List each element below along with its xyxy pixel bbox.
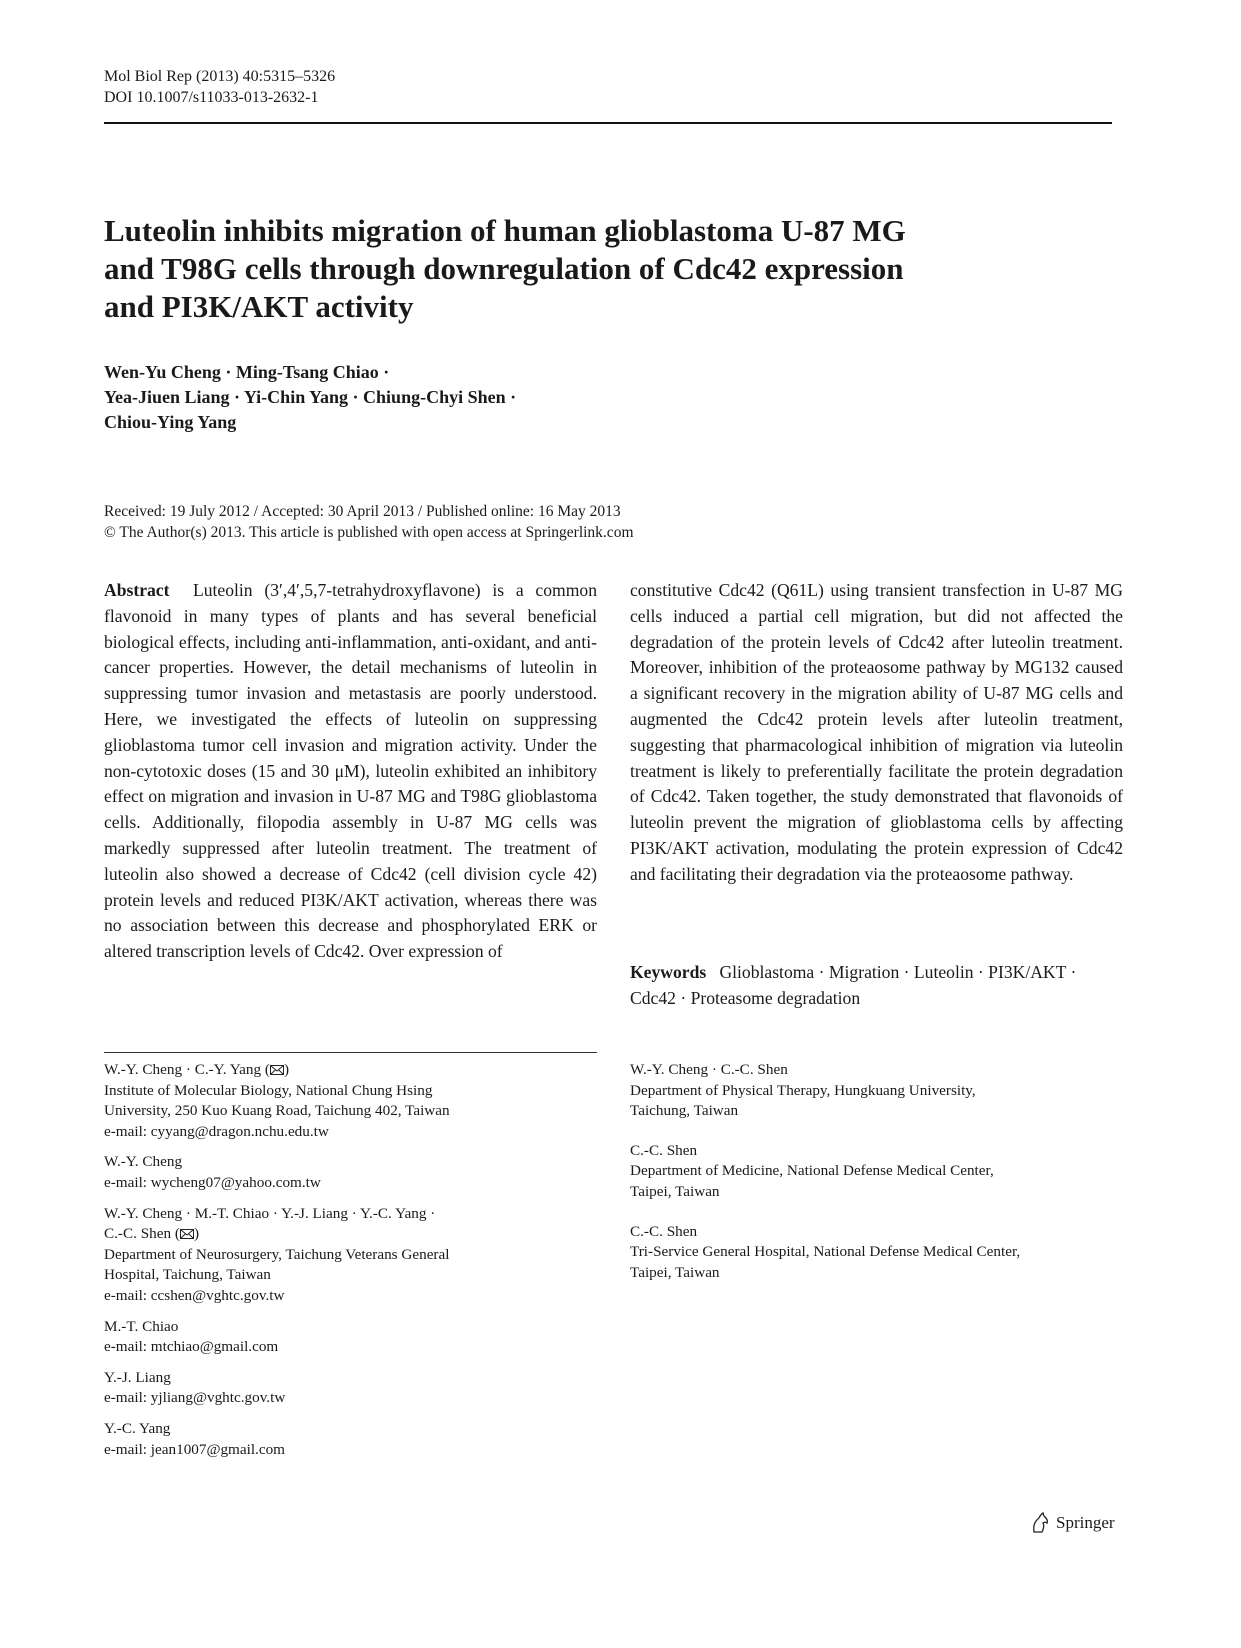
affiliation: Y.-C. Yang e-mail: jean1007@gmail.com [104,1419,597,1460]
author-list: Wen-Yu Cheng · Ming-Tsang Chiao · Yea-Jiuen Liang · Yi-Chin Yang · Chiung-Chyi Shen · Chiou-Ying Yang [104,362,517,432]
header-rule [104,122,1112,124]
affiliation: W.-Y. Cheng e-mail: wycheng07@yahoo.com.tw [104,1152,597,1193]
abstract-text-left: Luteolin (3′,4′,5,7-tetrahydroxyflavone) is a common flavonoid in many types of plants and has several beneficial biological effects, including anti-inflammation, anti-oxidant, and anti-cancer properties. However, the detail mechanisms of luteolin in suppressing tumor invasion and metastasis are poorly understood. Here, we investigated the effects of luteolin on suppressing glioblastoma tumor cell invasion and migration activity. Under the non-cytotoxic doses (15 and 30 μM), luteolin exhibited an inhibitory effect on migration and invasion in U-87 MG and T98G glioblastoma cells. Additionally, filopodia assembly in U-87 MG cells was markedly suppressed after luteolin treatment. The treatment of luteolin also showed a decrease of Cdc42 (cell division cycle 42) protein levels and reduced PI3K/AKT activation, whereas there was no association between this decrease and phosphorylated ERK or altered transcription levels of Cdc42. Over expression of [104,580,598,962]
affiliation: W.-Y. Cheng · C.-Y. Yang ( ) Institute of Molecular Biology, National Chung Hsing University, 250 Kuo Kuang Road, Taichung 402, Taiwan e-mail: cyyang@dragon.nchu.edu.tw [104,1060,597,1142]
affiliation: W.-Y. Cheng · C.-C. Shen Department of Physical Therapy, Hungkuang University, Taichung, Taiwan [630,1061,976,1120]
abstract-text-right: constitutive Cdc42 (Q61L) using transient transfection in U-87 MG cells induced a partial cell migration, but did not affected the degradation of the protein levels of Cdc42 after luteolin treatment. Moreover, inhibition of the proteaosome pathway by MG132 caused a significant recovery in the migration ability of U-87 MG cells and augmented the Cdc42 protein levels after luteolin treatment, suggesting that pharmacological inhibition of migration via luteolin treatment is likely to preferentially facilitate the protein degradation of Cdc42. Taken together, the study demonstrated that flavonoids of luteolin prevent the migration of glioblastoma cells by affecting PI3K/AKT activation, modulating the protein expression of Cdc42 and facilitating their degradation via the proteaosome pathway. [630,580,1123,884]
affiliation: M.-T. Chiao e-mail: mtchiao@gmail.com [104,1317,597,1358]
email: e-mail: mtchiao@gmail.com [104,1338,279,1356]
springer-horse-icon [1030,1512,1050,1534]
keywords [630,960,1123,1012]
abstract-left-column [104,578,597,965]
doi: DOI 10.1007/s11033-013-2632-1 [104,89,319,106]
footnote-rule [104,1052,597,1053]
envelope-icon [270,1065,284,1075]
email: e-mail: wycheng07@yahoo.com.tw [104,1173,321,1191]
affiliations-left [104,1060,597,1470]
abstract-heading: Abstract [104,580,170,600]
received-dates: Received: 19 July 2012 / Accepted: 30 April 2013 / Published online: 16 May 2013 [104,503,621,520]
affiliation: C.-C. Shen Tri-Service General Hospital, National Defense Medical Center, Taipei, Taiwan [630,1222,1021,1281]
publisher-logo [1030,1512,1115,1534]
email: e-mail: ccshen@vghtc.gov.tw [104,1286,285,1304]
abstract-right-column [630,578,1123,888]
affiliations-right [630,1060,1123,1293]
affiliation: W.-Y. Cheng · M.-T. Chiao · Y.-J. Liang · Y.-C. Yang · C.-C. Shen ( ) Department of Neurosurgery, Taichung Veterans General Hospital, Taichung, Taiwan e-mail: ccshen@vghtc.gov.tw [104,1204,597,1307]
email: e-mail: cyyang@dragon.nchu.edu.tw [104,1122,329,1140]
email: e-mail: jean1007@gmail.com [104,1440,285,1458]
journal-header [104,66,335,108]
affiliation: C.-C. Shen Department of Medicine, National Defense Medical Center, Taipei, Taiwan [630,1141,994,1200]
envelope-icon [180,1229,194,1239]
journal-citation: Mol Biol Rep (2013) 40:5315–5326 [104,68,336,85]
affiliation: Y.-J. Liang e-mail: yjliang@vghtc.gov.tw [104,1368,597,1409]
copyright-line: © The Author(s) 2013. This article is published with open access at Springerlink.com [104,523,634,541]
keywords-heading: Keywords [630,962,707,982]
email: e-mail: yjliang@vghtc.gov.tw [104,1389,286,1407]
publisher-name: Springer [1056,1513,1115,1532]
paper-title: Luteolin inhibits migration of human glioblastoma U-87 MG and T98G cells through downregulation of Cdc42 expression and PI3K/AKT activity [104,213,906,324]
keywords-text: Glioblastoma · Migration · Luteolin · PI3K/AKT · Cdc42 · Proteasome degradation [630,962,1077,1008]
article-history [104,502,1104,543]
